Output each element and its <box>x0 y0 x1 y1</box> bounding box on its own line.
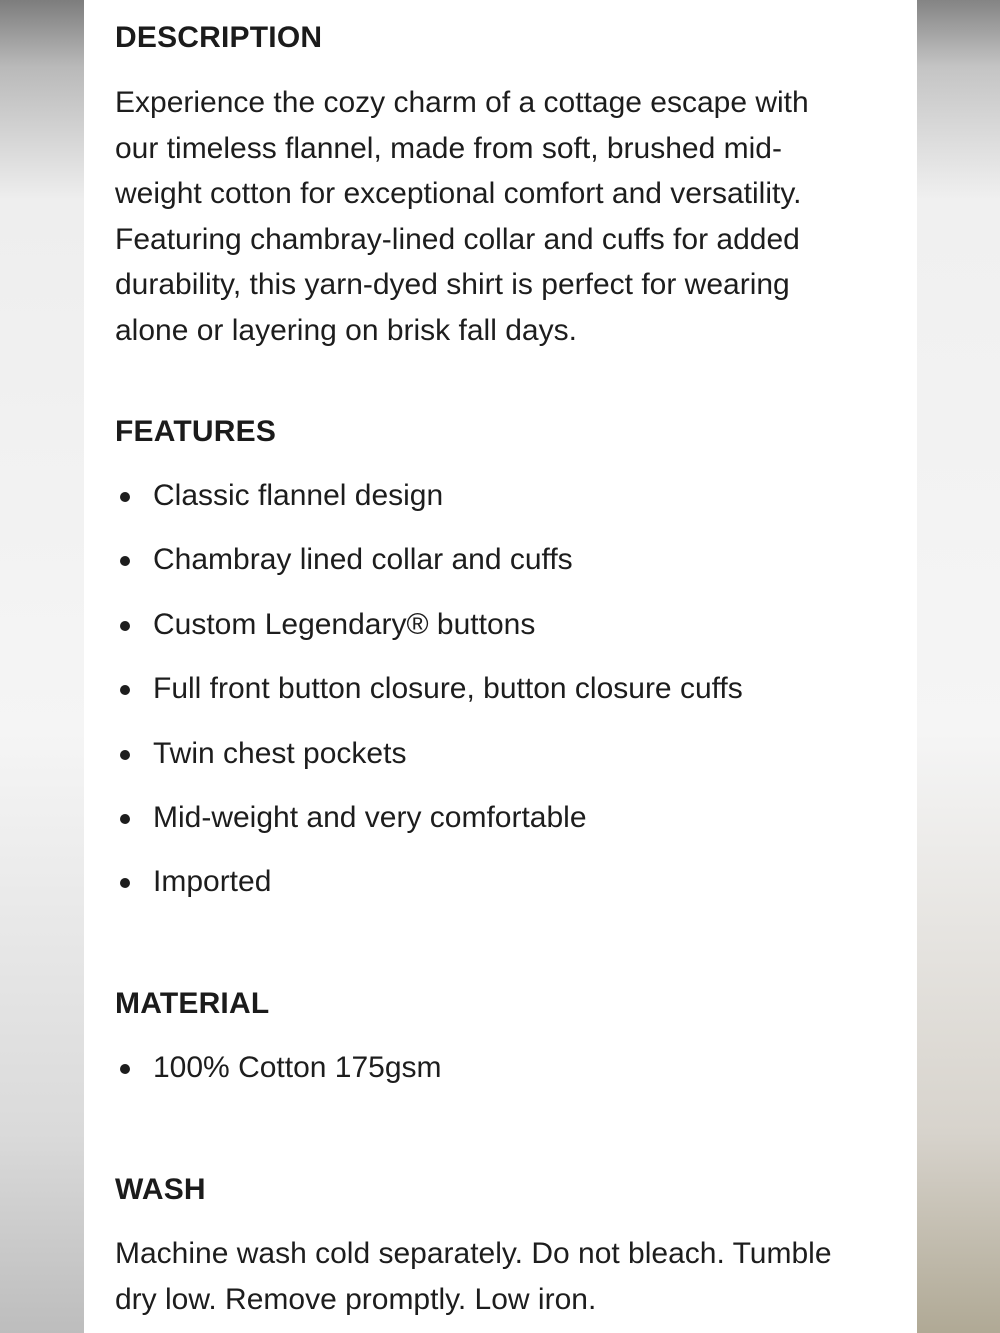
bullet-icon <box>120 1064 130 1074</box>
material-list <box>115 1050 895 1086</box>
wash-line: dry low. Remove promptly. Low iron. <box>115 1282 597 1316</box>
description-line: alone or layering on brisk fall days. <box>115 313 577 347</box>
description-line: durability, this yarn-dyed shirt is perfect for wearing <box>115 268 790 301</box>
wash-heading: WASH <box>115 1173 206 1206</box>
description-body <box>115 80 895 353</box>
feature-text: Chambray lined collar and cuffs <box>153 543 573 577</box>
left-backdrop <box>0 0 84 1333</box>
feature-text: Imported <box>153 865 272 899</box>
wash-instructions <box>115 1231 905 1322</box>
list-item <box>115 478 895 514</box>
product-details-panel[interactable] <box>84 0 917 1333</box>
bullet-icon <box>120 685 130 695</box>
list-item <box>115 800 895 836</box>
description-line: Featuring chambray-lined collar and cuffs for added <box>115 222 800 256</box>
list-item <box>115 1050 895 1086</box>
list-item <box>115 864 895 900</box>
right-backdrop <box>916 0 1000 1333</box>
material-heading: MATERIAL <box>115 987 270 1020</box>
description-line: weight cotton for exceptional comfort and versatility. <box>115 177 802 210</box>
description-line: our timeless flannel, made from soft, brushed mid- <box>115 131 782 165</box>
feature-text: Custom Legendary® buttons <box>153 607 536 641</box>
bullet-icon <box>120 556 130 566</box>
bullet-icon <box>120 878 130 888</box>
bullet-icon <box>120 814 130 824</box>
feature-text: Mid-weight and very comfortable <box>153 800 587 834</box>
feature-text: Twin chest pockets <box>153 736 407 770</box>
bullet-icon <box>120 750 130 760</box>
list-item <box>115 671 895 707</box>
list-item <box>115 736 895 772</box>
description-heading: DESCRIPTION <box>115 21 323 54</box>
description-line: Experience the cozy charm of a cottage escape with <box>115 86 809 119</box>
list-item <box>115 542 895 578</box>
feature-text: Classic flannel design <box>153 479 444 512</box>
feature-text: Full front button closure, button closure cuffs <box>153 672 743 706</box>
wash-line: Machine wash cold separately. Do not bleach. Tumble <box>115 1237 832 1270</box>
material-text: 100% Cotton 175gsm <box>153 1051 442 1084</box>
list-item <box>115 607 895 643</box>
features-list <box>115 478 895 929</box>
bullet-icon <box>120 492 130 502</box>
bullet-icon <box>120 621 130 631</box>
features-heading: FEATURES <box>115 415 277 448</box>
